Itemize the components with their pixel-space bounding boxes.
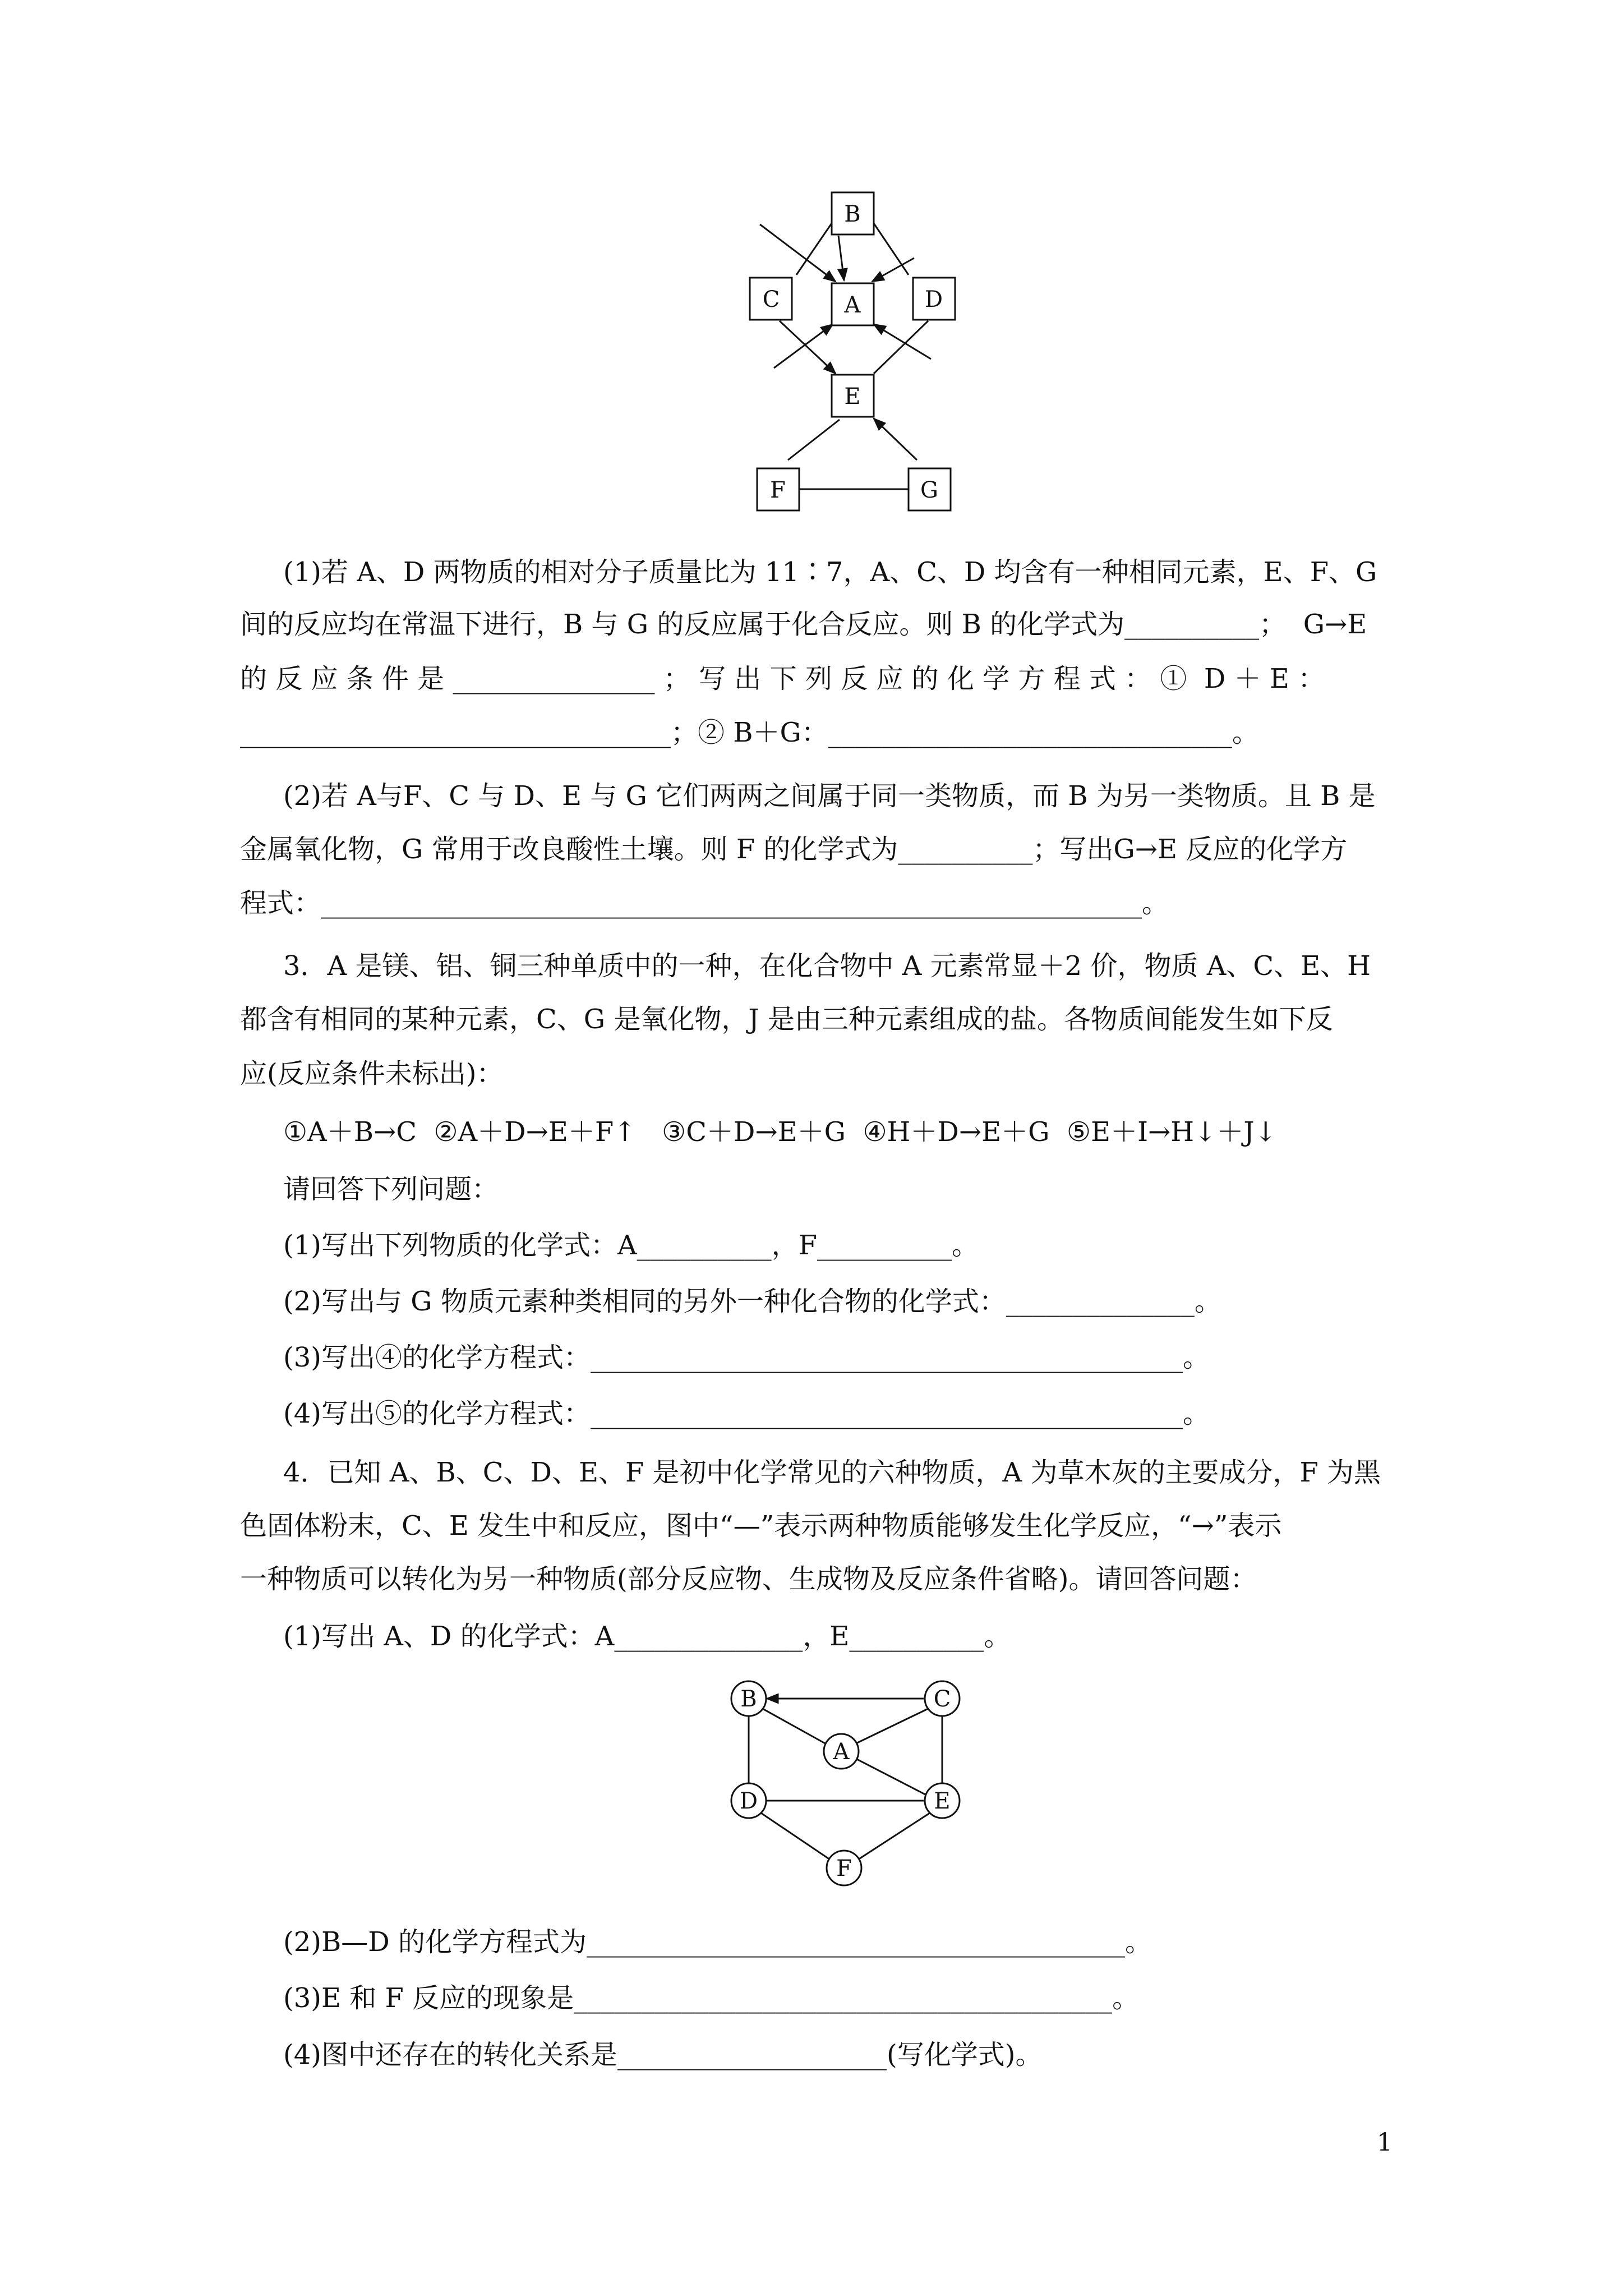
arrow-g-to-e	[874, 418, 917, 460]
q2-part1-line2: 间的反应均在常温下进行，B 与 G 的反应属于化合反应。则 B 的化学式为__________； G→E	[240, 609, 1367, 640]
edge-b-a	[762, 1708, 827, 1745]
arrow-e-to-a-right	[874, 324, 931, 359]
q3-sub4: (4)写出⑤的化学方程式：____________________________________________。	[283, 1398, 1210, 1429]
q2-part2-line1: (2)若 A与F、C 与 D、E 与 G 它们两两之间属于同一类物质，而 B 为另一类物质。且 B 是	[283, 780, 1376, 812]
q3-sub1: (1)写出下列物质的化学式：A__________，F__________。	[283, 1230, 979, 1261]
node-label-e: E	[844, 384, 861, 409]
q3-sub2: (2)写出与 G 物质元素种类相同的另外一种化合物的化学式：______________。	[283, 1286, 1221, 1317]
q3-line3: 应(反应条件未标出)：	[240, 1058, 504, 1089]
node-label-c: C	[933, 1686, 951, 1712]
node-label-a: A	[833, 1739, 850, 1765]
node-label-d: D	[924, 287, 943, 312]
q3-prompt: 请回答下列问题：	[283, 1174, 499, 1205]
q2-part2-line3: 程式：_____________________________________________________________。	[240, 887, 1169, 919]
q4-line2: 色固体粉末，C、E 发生中和反应，图中“—”表示两种物质能够发生化学反应，“→”表示	[240, 1510, 1282, 1542]
node-label-g: G	[920, 477, 938, 503]
reaction-diagram-1	[729, 191, 987, 527]
node-label-a: A	[844, 292, 861, 318]
node-label-f: F	[770, 477, 786, 503]
reaction-diagram-2	[726, 1677, 990, 1902]
arrow-d-to-a	[872, 258, 914, 282]
q4-sub2: (2)B—D 的化学方程式为________________________________________。	[283, 1926, 1152, 1958]
edge-f-e	[858, 1813, 930, 1860]
page-number: 1	[1377, 2128, 1393, 2157]
q3-line2: 都含有相同的某种元素，C、G 是氧化物，J 是由三种元素组成的盐。各物质间能发生如下反	[240, 1004, 1333, 1035]
q2-part1-line4: ________________________________；② B＋G：______________________________。	[240, 717, 1259, 748]
arrow-b-to-a	[838, 236, 844, 280]
q2-part1-line1: (1)若 A、D 两物质的相对分子质量比为 11∶7，A、C、D 均含有一种相同元素，E、F、G	[283, 556, 1377, 588]
edge-f-e	[788, 420, 840, 460]
edge-a-e	[852, 1757, 926, 1795]
edge-a-c	[854, 1708, 929, 1745]
q2-part2-line2: 金属氧化物，G 常用于改良酸性土壤。则 F 的化学式为__________；写出G→E 反应的化学方	[240, 834, 1348, 865]
q2-part1-line3: 的 反 应 条 件 是 _______________ ； 写 出 下 列 反 应 的 化 学 方 程 式 ： ① D ＋ E ：	[240, 663, 1325, 694]
node-label-f: F	[836, 1856, 852, 1881]
node-label-e: E	[934, 1788, 951, 1814]
q4-sub4: (4)图中还存在的转化关系是____________________(写化学式)。	[283, 2039, 1043, 2070]
edge-b-c	[796, 223, 832, 275]
node-label-b: B	[740, 1686, 757, 1712]
node-label-b: B	[844, 201, 861, 227]
edge-d-f	[761, 1813, 830, 1860]
q3-sub3: (3)写出④的化学方程式：____________________________________________。	[283, 1342, 1210, 1373]
q3-reactions: ①A＋B→C ②A＋D→E＋F↑ ③C＋D→E＋G ④H＋D→E＋G ⑤E＋I→H↓＋J↓	[283, 1116, 1277, 1148]
node-label-d: D	[739, 1788, 758, 1814]
q4-line1: 4．已知 A、B、C、D、E、F 是初中化学常见的六种物质，A 为草木灰的主要成分，F 为黑	[283, 1457, 1381, 1488]
q3-line1: 3．A 是镁、铝、铜三种单质中的一种，在化合物中 A 元素常显＋2 价，物质 A、C、E、H	[283, 950, 1371, 982]
q4-line3: 一种物质可以转化为另一种物质(部分反应物、生成物及反应条件省略)。请回答问题：	[240, 1563, 1257, 1595]
q4-sub1: (1)写出 A、D 的化学式：A______________，E__________。	[283, 1621, 1011, 1652]
q4-sub3: (3)E 和 F 反应的现象是________________________________________。	[283, 1982, 1140, 2014]
arrow-e-to-a-left	[774, 324, 833, 368]
node-label-c: C	[762, 287, 780, 312]
edge-b-d	[874, 223, 909, 275]
